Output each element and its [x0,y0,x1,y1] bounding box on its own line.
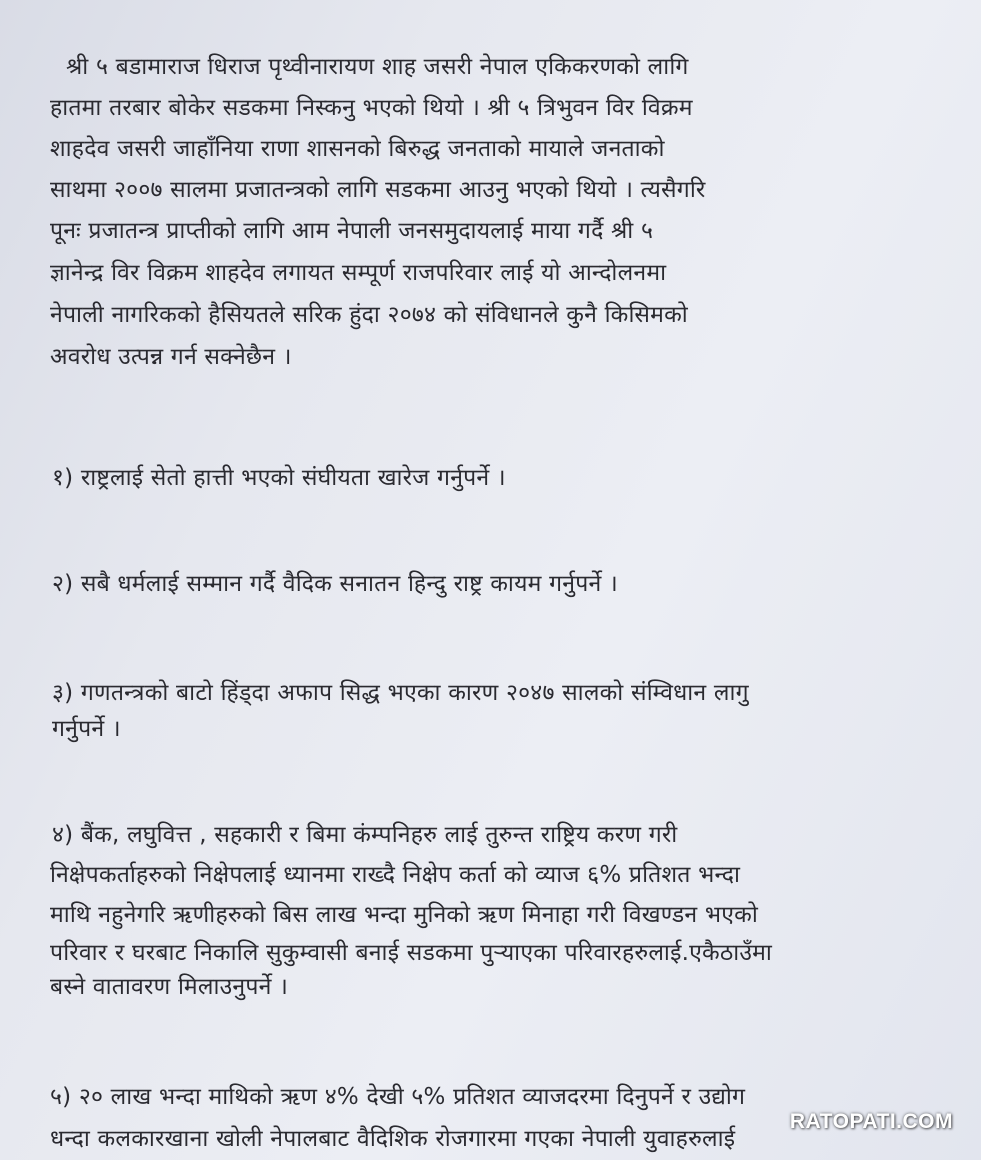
point-4-line-4: परिवार र घरबाट निकालि सुकुम्वासी बनाई सडकमा पुऱ्याएका परिवारहरुलाई.एकैठाउँमा [50,940,773,966]
point-4-line-1: ४) बैंक, लघुवित्त , सहकारी र बिमा कंम्पनिहरु लाई तुरुन्त राष्ट्रिय करण गरी [52,822,678,848]
point-2-line-1: २) सबै धर्मलाई सम्मान गर्दै वैदिक सनातन हिन्दु राष्ट्र कायम गर्नुपर्ने । [52,571,618,597]
intro-line-8: अवरोध उत्पन्न गर्न सक्नेछैन । [50,344,292,370]
point-4-line-2: निक्षेपकर्ताहरुको निक्षेपलाई ध्यानमा राख्दै निक्षेप कर्ता को व्याज ६% प्रतिशत भन्दा [50,862,741,888]
intro-line-1: श्री ५ बडामाराज धिराज पृथ्वीनारायण शाह जसरी नेपाल एकिकरणको लागि [66,54,689,80]
intro-line-5: पूनः प्रजातन्त्र प्राप्तीको लागि आम नेपाली जनसमुदायलाई माया गर्दै श्री ५ [50,218,654,244]
intro-line-4: साथमा २००७ सालमा प्रजातन्त्रको लागि सडकमा आउनु भएको थियो । त्यसैगरि [50,177,706,203]
point-5-line-2: धन्दा कलकारखाना खोली नेपालबाट वैदिशिक रोजगारमा गएका नेपाली युवाहरुलाई [50,1126,736,1152]
ratopati-watermark: RATOPATI.COM [789,1110,953,1133]
point-3-line-2: गर्नुपर्ने । [52,716,121,742]
point-4-line-5: बस्ने वातावरण मिलाउनुपर्ने । [50,974,289,1000]
point-3-line-1: ३) गणतन्त्रको बाटो हिंड्दा अफाप सिद्ध भएका कारण २०४७ सालको संम्विधान लागु [52,680,749,706]
intro-line-6: ज्ञानेन्द्र विर विक्रम शाहदेव लगायत सम्पूर्ण राजपरिवार लाई यो आन्दोलनमा [50,260,667,286]
intro-line-3: शाहदेव जसरी जाहाँनिया राणा शासनको बिरुद्ध जनताको मायाले जनताको [50,136,665,162]
point-5-line-1: ५) २० लाख भन्दा माथिको ऋण ४% देखी ५% प्रतिशत व्याजदरमा दिनुपर्ने र उद्योग [50,1084,746,1110]
intro-line-2: हातमा तरबार बोकेर सडकमा निस्कनु भएको थियो । श्री ५ त्रिभुवन विर विक्रम [50,95,693,121]
intro-line-7: नेपाली नागरिकको हैसियतले सरिक हुंदा २०७४ को संविधानले कुनै किसिमको [50,302,688,328]
point-4-line-3: माथि नहुनेगरि ऋणीहरुको बिस लाख भन्दा मुनिको ऋण मिनाहा गरी विखण्डन भएको [50,902,759,928]
point-1-line-1: १) राष्ट्रलाई सेतो हात्ती भएको संघीयता खारेज गर्नुपर्ने । [52,465,506,491]
